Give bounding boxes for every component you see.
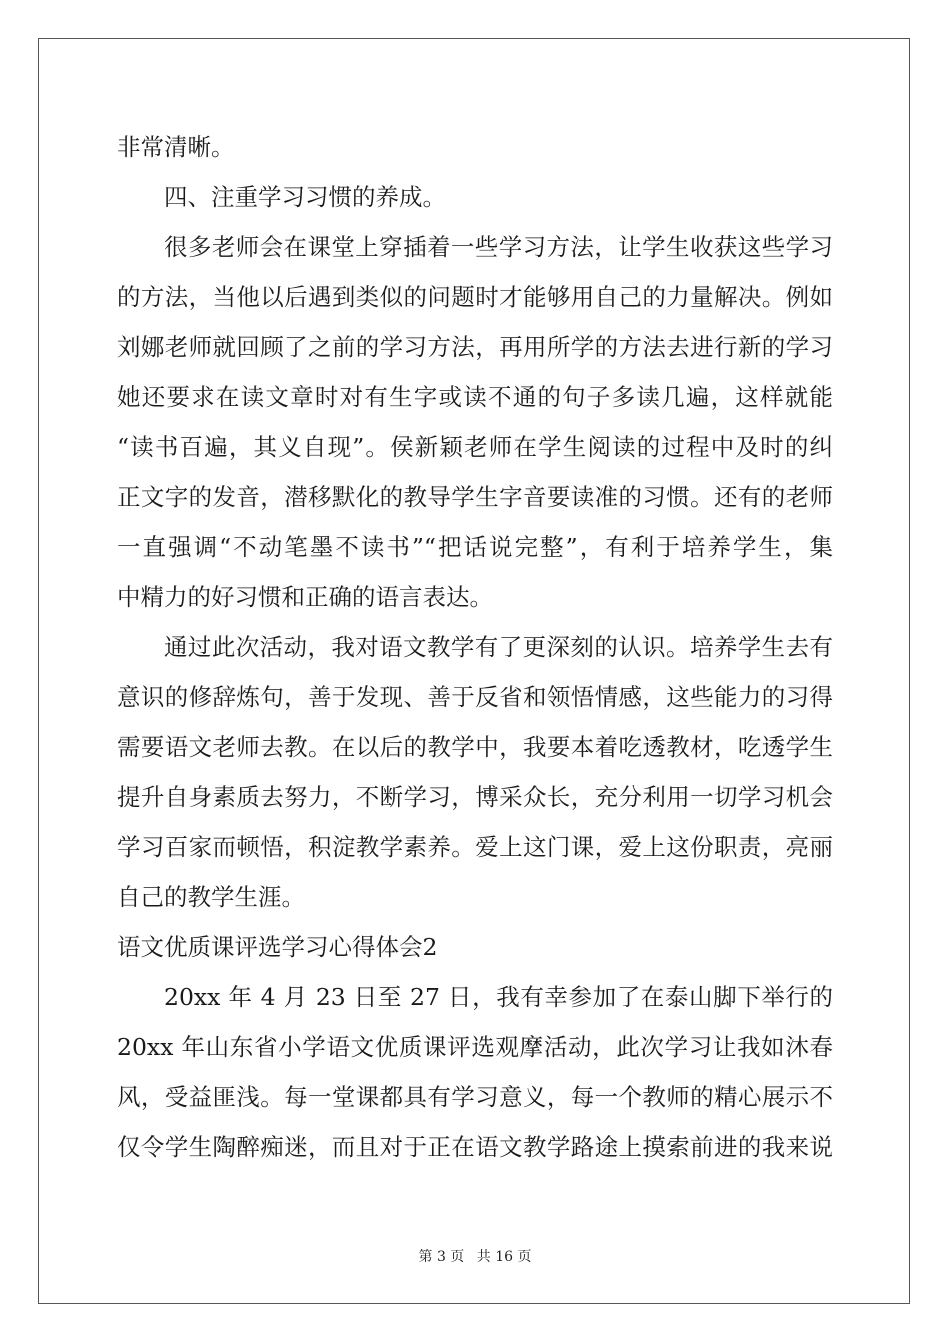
text-line: 提升自身素质去努力，不断学习，博采众长，充分利用一切学习机会 (117, 783, 833, 811)
text-line: 意识的修辞炼句，善于发现、善于反省和领悟情感，这些能力的习得 (117, 683, 833, 711)
text-line: 很多老师会在课堂上穿插着一些学习方法，让学生收获这些学习 (164, 233, 833, 261)
text-line: 一直强调“不动笔墨不读书”“把话说完整”，有利于培养学生，集 (117, 533, 833, 561)
text-line: 的方法，当他以后遇到类似的问题时才能够用自己的力量解决。例如 (117, 283, 833, 311)
text-line: 20xx 年 4 月 23 日至 27 日，我有幸参加了在泰山脚下举行的 (164, 983, 833, 1011)
page-footer (0, 1246, 950, 1266)
text-line: 正文字的发音，潜移默化的教导学生字音要读准的习惯。还有的老师 (117, 483, 833, 511)
article-title: 语文优质课评选学习心得体会2 (117, 933, 438, 961)
section-heading: 四、注重学习习惯的养成。 (164, 183, 446, 211)
text-line: 通过此次活动，我对语文教学有了更深刻的认识。培养学生去有 (164, 633, 833, 661)
text-line: 刘娜老师就回顾了之前的学习方法，再用所学的方法去进行新的学习 (117, 333, 833, 361)
page-number: 第 3 页 (418, 1249, 465, 1265)
text-line: 风，受益匪浅。每一堂课都具有学习意义，每一个教师的精心展示不 (117, 1083, 833, 1111)
text-line: “读书百遍，其义自现”。侯新颖老师在学生阅读的过程中及时的纠 (117, 433, 833, 461)
text-line: 中精力的好习惯和正确的语言表达。 (117, 583, 493, 611)
text-line: 20xx 年山东省小学语文优质课评选观摩活动，此次学习让我如沐春 (117, 1033, 833, 1061)
text-line: 她还要求在读文章时对有生字或读不通的句子多读几遍，这样就能 (117, 383, 833, 411)
page-total: 共 16 页 (476, 1249, 532, 1265)
text-line: 非常清晰。 (117, 133, 235, 161)
text-line: 仅令学生陶醉痴迷，而且对于正在语文教学路途上摸索前进的我来说 (117, 1133, 833, 1161)
text-line: 学习百家而顿悟，积淀教学素养。爱上这门课，爱上这份职责，亮丽 (117, 833, 833, 861)
text-line: 需要语文老师去教。在以后的教学中，我要本着吃透教材，吃透学生 (117, 733, 833, 761)
document-body (117, 122, 833, 1172)
text-line: 自己的教学生涯。 (117, 883, 305, 911)
